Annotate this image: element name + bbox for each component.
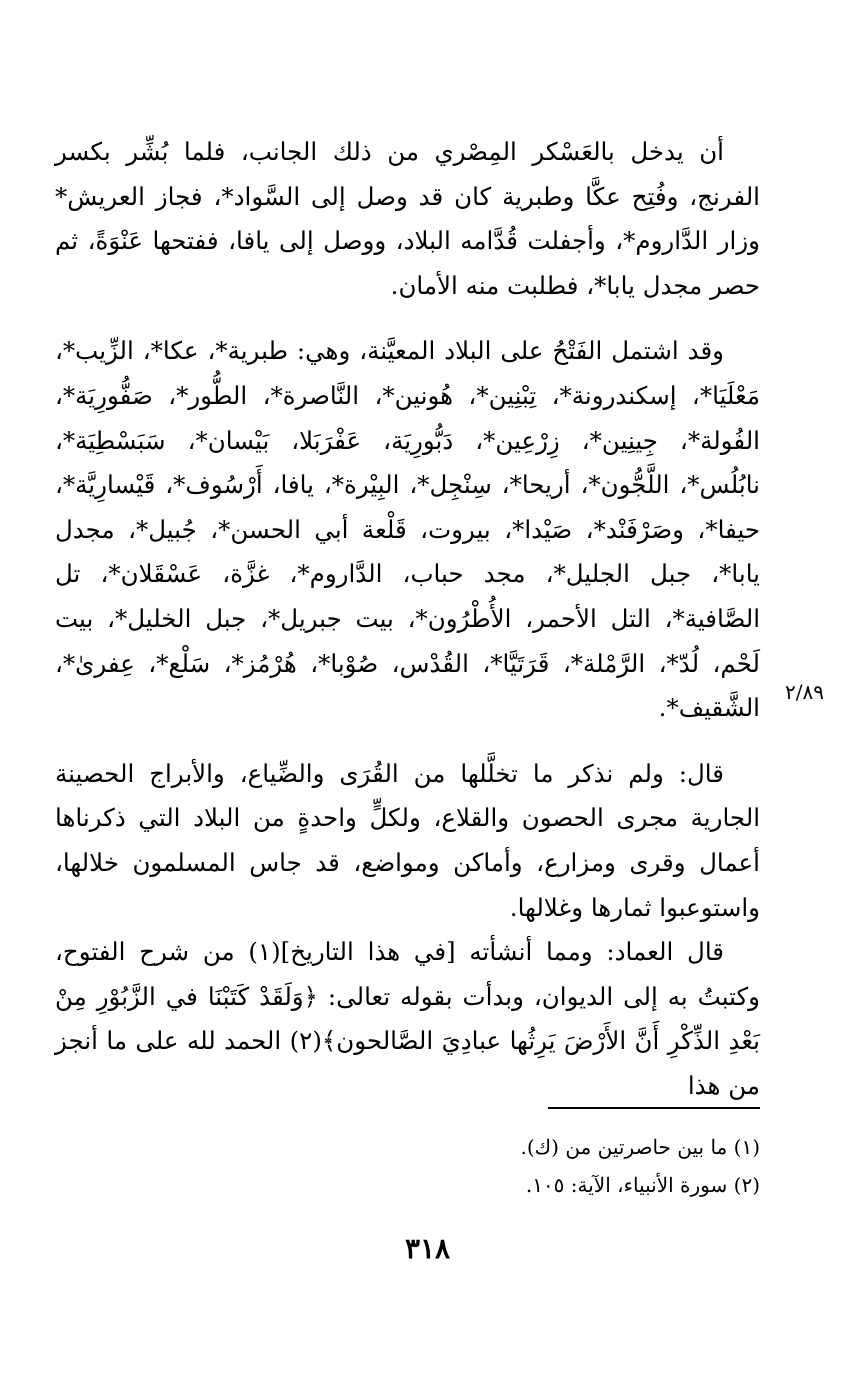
margin-page-reference: ٢/٨٩	[785, 680, 824, 704]
paragraph-1: أن يدخل بالعَسْكر المِصْري من ذلك الجانب، فلما بُشِّر بكسر الفرنج، وفُتِح عكَّا وطبرية كان قد وصل إلى السَّواد*، فجاز العريش* وزار الدَّاروم*، وأجفلت قُدَّامه البلاد، ووصل إلى يافا، ففتحها عَنْوَةً، ثم حصر مجدل يابا*، فطلبت منه الأمان.	[55, 137, 760, 300]
paragraph-4: قال العماد: ومما أنشأته [في هذا التاريخ](١) من شرح الفتوح، وكتبتُ به إلى الديوان، وبدأت بقوله تعالى: ﴿وَلَقَدْ كَتَبْنَا في الزَّبُوْرِ مِنْ بَعْدِ الذِّكْرِ أَنَّ الأَرْضَ يَرِثُها عبادِيَ الصَّالحون﴾(٢) الحمد لله على ما أنجز من هذا	[55, 937, 760, 1100]
main-text	[55, 130, 760, 1108]
footnote-separator	[548, 1107, 760, 1109]
footnote-1: (١) ما بين حاصرتين من (ك).	[520, 1135, 760, 1159]
paragraph-3: قال: ولم نذكر ما تخلَّلها من القُرَى والضِّياع، والأبراج الحصينة الجارية مجرى الحصون والقلاع، ولكلٍّ واحدةٍ من البلاد التي ذكرناها أعمال وقرى ومزارع، وأماكن ومواضع، قد جاس المسلمون خلالها، واستوعبوا ثمارها وغلالها.	[55, 758, 760, 922]
page-number: ٣١٨	[404, 1232, 451, 1265]
footnote-2: (٢) سورة الأنبياء، الآية: ١٠٥.	[525, 1173, 760, 1197]
paragraph-2: وقد اشتمل الفَتْحُ على البلاد المعيَّنة، وهي: طبرية*، عكا*، الزِّيب*، مَعْلَيَا*، إسكندرونة*، تِبْنِين*، هُونين*، النَّاصرة*، الطُّور*، صَفُّورِيَة*، الفُولة*، جِينِين*، زِرْعِين*، دَبُّورِيَة، عَفْرَبَلا، بَيْسان*، سَبَسْطِيَة*، نابُلُس*، اللَّجُّون*، أريحا*، سِنْجِل*، البِيْرة*، يافا، أَرْسُوف*، قَيْسارِيَّة*، حيفا*، وصَرْفَنْد*، صَيْدا*، بيروت، قَلْعة أبي الحسن*، جُبيل*، مجدل يابا*، جبل الجليل*، مجد حباب، الدَّاروم*، غزَّة، عَسْقَلان*، تل الصَّافية*، التل الأحمر، الأُطْرُون*، بيت جبريل*، جبل الخليل*، بيت لَحْم، لُدّ*، الرَّمْلة*، قَرَتَيَّا*، القُدْس، صُوْبا*، هُرْمُز*، سَلْع*، عِفرىٰ*، الشَّقيف*.	[55, 336, 760, 723]
footnotes	[300, 1128, 760, 1204]
